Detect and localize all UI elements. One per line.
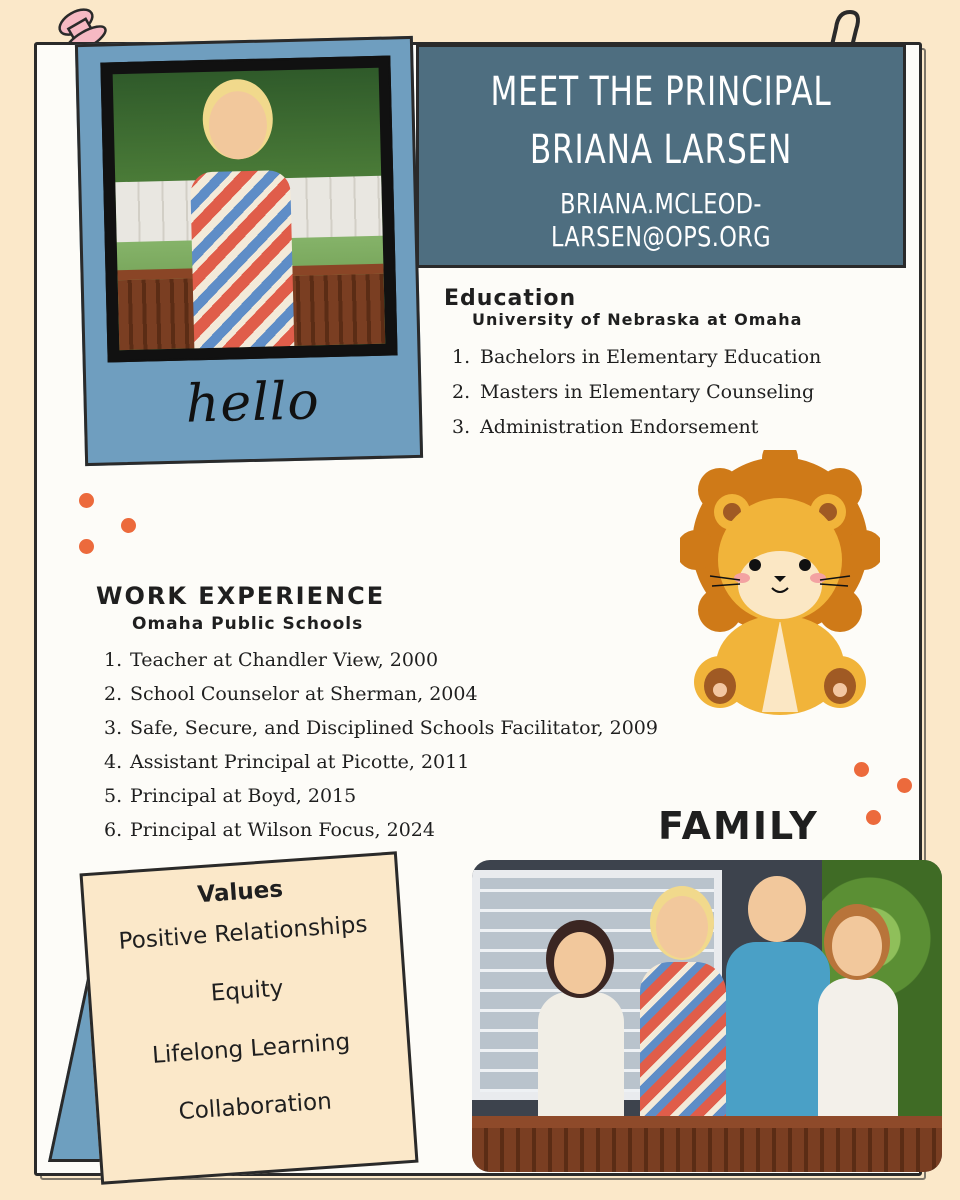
value-item: Equity [209,975,285,1007]
education-school: University of Nebraska at Omaha [472,310,803,329]
list-item: 5. Principal at Boyd, 2015 [104,785,357,807]
education-heading: Education [444,286,577,311]
family-photo [472,860,942,1172]
list-item: 3. Administration Endorsement [452,415,759,438]
list-item: 2. School Counselor at Sherman, 2004 [104,683,478,705]
principal-polaroid [75,36,423,466]
list-item: 4. Assistant Principal at Picotte, 2011 [104,751,470,773]
value-item: Positive Relationships [117,911,369,955]
decor-dot [121,518,136,533]
decor-dot [866,810,881,825]
principal-photo [100,55,397,362]
decor-dot [79,493,94,508]
principal-name: BRIANA LARSEN [529,127,793,173]
work-experience-heading: WORK EXPERIENCE [96,582,386,610]
family-heading: FAMILY [658,804,819,848]
list-item: 2. Masters in Elementary Counseling [452,380,815,403]
values-card [80,851,419,1184]
list-item: 1. Teacher at Chandler View, 2000 [104,649,439,671]
values-heading: Values [196,876,284,909]
work-experience-list [104,643,658,847]
work-employer: Omaha Public Schools [132,614,364,634]
list-item: 1. Bachelors in Elementary Education [452,345,822,368]
title-banner [416,44,906,268]
list-item: 3. Safe, Secure, and Disciplined Schools Facilitator, 2009 [104,717,658,739]
value-item: Lifelong Learning [151,1029,351,1069]
banner-heading: MEET THE PRINCIPAL [490,69,832,115]
decor-dot [854,762,869,777]
list-item: 6. Principal at Wilson Focus, 2024 [104,819,435,841]
principal-email[interactable]: BRIANA.MCLEOD-LARSEN@OPS.ORG [550,187,772,253]
decor-dot [79,539,94,554]
education-list [452,339,821,444]
value-item: Collaboration [177,1088,333,1126]
lion-mascot-icon [680,450,880,720]
hello-caption: hello [185,371,321,435]
decor-dot [897,778,912,793]
